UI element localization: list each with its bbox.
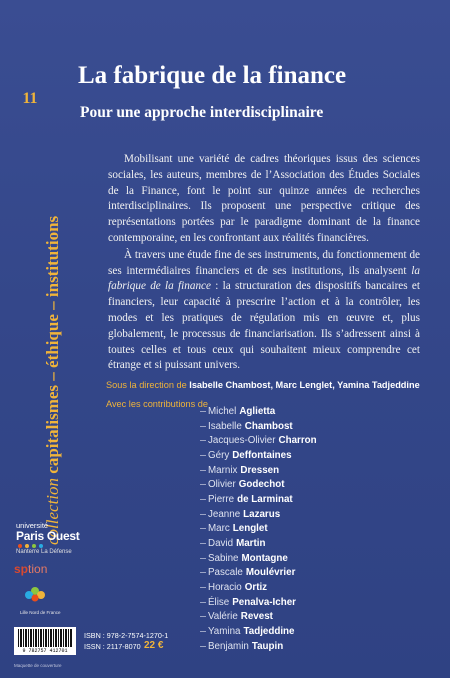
contributor-dash (200, 543, 206, 544)
university-dot (25, 544, 29, 548)
contributor-first-name: Horacio (208, 582, 242, 594)
contributor-last-name: de Larminat (237, 493, 293, 505)
contributor-last-name: Ortiz (244, 582, 268, 594)
contributor-item (200, 404, 340, 419)
contributor-last-name: Lenglet (232, 523, 268, 535)
contributor-first-name: Jeanne (208, 508, 241, 520)
contributor-first-name: Marnix (208, 464, 238, 476)
contributor-first-name: Pierre (208, 493, 235, 505)
editors-line (106, 380, 436, 390)
contributor-first-name: David (208, 538, 234, 550)
contributor-item (200, 463, 340, 478)
lille-logo (20, 585, 90, 616)
contributor-first-name: Pascale (208, 567, 243, 579)
isbn: ISBN : 978-2-7574-1270-1 (84, 631, 169, 640)
contributor-last-name: Martin (236, 538, 266, 550)
university-line3: Nanterre La Défense (16, 549, 72, 555)
contributor-dash (200, 528, 206, 529)
contributor-item (200, 624, 340, 639)
contributor-dash (200, 616, 206, 617)
contributor-last-name: Deffontaines (232, 449, 292, 461)
contributor-dash (200, 411, 206, 412)
contributor-first-name: Michel (208, 405, 237, 417)
editors-label: Sous la direction de (106, 380, 187, 390)
contributor-item (200, 580, 340, 595)
contributor-item (200, 595, 340, 610)
contributor-item (200, 419, 340, 434)
university-dot (39, 544, 43, 548)
university-name: Paris Ouest (16, 529, 80, 543)
university-dot (32, 544, 36, 548)
contributor-item (200, 639, 340, 654)
university-logo (16, 521, 96, 555)
barcode-bars (18, 629, 72, 647)
contributor-first-name: Marc (208, 523, 230, 535)
contributor-first-name: Yamina (208, 626, 241, 638)
publisher-logo-bold: sp (14, 562, 29, 576)
lille-name: Lille Nord de France (20, 610, 61, 615)
contributor-first-name: Olivier (208, 479, 236, 491)
contributor-first-name: Sabine (208, 552, 239, 564)
contributor-first-name: Géry (208, 449, 230, 461)
contributor-dash (200, 426, 206, 427)
publisher-logo (14, 562, 84, 578)
contributor-item (200, 477, 340, 492)
contributor-dash (200, 470, 206, 471)
university-dots (18, 544, 96, 548)
contributor-dash (200, 587, 206, 588)
contributor-last-name: Godechot (238, 479, 285, 491)
contributor-dash (200, 602, 206, 603)
cover-credit: Maquette de couverture (14, 663, 62, 668)
university-line1: université (16, 521, 49, 530)
contributor-first-name: Benjamin (208, 640, 249, 652)
contributor-dash (200, 440, 206, 441)
blurb-p2-italic: la fabrique de la finance (108, 264, 420, 293)
contributor-dash (200, 484, 206, 485)
contributor-first-name: Élise (208, 596, 230, 608)
contributor-last-name: Revest (240, 611, 273, 623)
blurb-p2-after: : la structuration des dispositifs bancaires et financiers, leur capacité à prescrire l’action et à la contrôler, les modes et les pratiques de régulation mis en œuvre et, plus globalement, le processus de financiarisation. Ils s’adressent ainsi à toutes celles et tous ceux qui souhaitent mieux comprendre cet étrange et si puissant univers. (108, 280, 420, 372)
blurb-p2-before: À travers une étude fine de ses instruments, du fonctionnement de ses intermédiaires financiers et de ses institutions, ils analysent (108, 248, 420, 277)
barcode-digits: 9 782757 412701 (22, 648, 68, 654)
blurb-paragraph-1: Mobilisant une variété de cadres théoriques issus des sciences sociales, les auteurs, membres de l’Association des Études Sociales de la Finance, font le point sur quinze années de recherches interdisciplinaires. Ils proposent une perspective critique des représentations portées par le paradigme dominant de la finance contemporaine, en les confrontant aux réalités financières. (108, 153, 420, 244)
contributor-first-name: Isabelle (208, 420, 242, 432)
publisher-logo-light: tion (28, 562, 48, 576)
issn: ISSN : 2117-8070 (84, 642, 141, 651)
series-collection-word: collection (43, 477, 62, 545)
contributor-last-name: Chambost (244, 420, 293, 432)
series-number: 11 (22, 90, 38, 107)
price: 22 € (144, 640, 164, 651)
back-cover-blurb (108, 152, 420, 374)
contributor-last-name: Tadjeddine (243, 626, 295, 638)
barcode (14, 627, 76, 655)
contributor-item (200, 551, 340, 566)
book-subtitle: Pour une approche interdisciplinaire (80, 104, 324, 121)
contributor-dash (200, 514, 206, 515)
university-dot (18, 544, 22, 548)
contributor-dash (200, 631, 206, 632)
series-title-vertical (43, 216, 63, 545)
contributor-last-name: Penalva-Icher (232, 596, 296, 608)
contributor-item (200, 536, 340, 551)
editors-names: Isabelle Chambost, Marc Lenglet, Yamina Tadjeddine (189, 380, 420, 390)
contributor-item (200, 566, 340, 581)
contributor-item (200, 448, 340, 463)
contributor-item (200, 492, 340, 507)
contributor-dash (200, 646, 206, 647)
contributor-dash (200, 499, 206, 500)
contributor-item (200, 507, 340, 522)
contributor-last-name: Montagne (241, 552, 288, 564)
series-collection-name: capitalismes – éthique – institutions (43, 215, 62, 474)
contributor-first-name: Jacques-Olivier (208, 435, 276, 447)
contributor-last-name: Moulévrier (245, 567, 296, 579)
contributor-item (200, 522, 340, 537)
contributor-first-name: Valérie (208, 611, 238, 623)
contributor-last-name: Dressen (240, 464, 280, 476)
contributor-last-name: Charron (278, 435, 317, 447)
contributor-last-name: Aglietta (239, 405, 276, 417)
contributor-item (200, 610, 340, 625)
contributor-dash (200, 572, 206, 573)
contributor-last-name: Lazarus (243, 508, 281, 520)
flower-icon (20, 585, 50, 603)
contributor-dash (200, 455, 206, 456)
contributors-list (200, 404, 340, 654)
contributions-label: Avec les contributions de (106, 399, 208, 409)
contributor-last-name: Taupin (251, 640, 284, 652)
contributor-item (200, 433, 340, 448)
blurb-paragraph-2 (108, 248, 420, 374)
book-title: La fabrique de la finance (78, 62, 347, 89)
contributor-dash (200, 558, 206, 559)
